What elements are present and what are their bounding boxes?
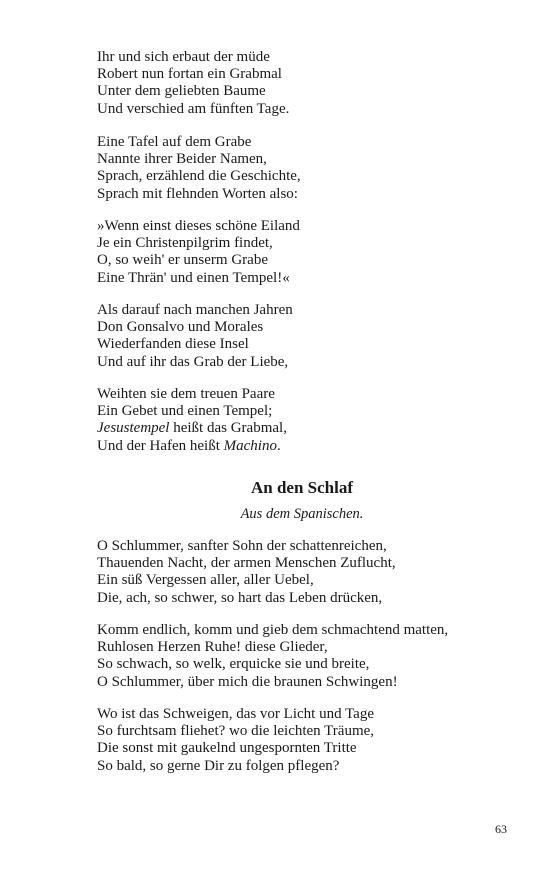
verse-line: Nannte ihrer Beider Namen, — [97, 151, 267, 168]
verse-text: Und der Hafen heißt — [97, 437, 224, 454]
verse-line: Ruhlosen Herzen Ruhe! diese Glieder, — [97, 639, 328, 656]
verse-line: So schwach, so welk, erquicke sie und breite, — [97, 656, 370, 673]
verse-line: »Wenn einst dieses schöne Eiland — [97, 218, 300, 234]
verse-line: Komm endlich, komm und gieb dem schmachtend matten, — [97, 622, 449, 638]
page-number: 63 — [495, 822, 507, 836]
verse-line: So furchtsam fliehet? wo die leichten Träume, — [97, 723, 375, 740]
verse-line: O, so weih' er unserm Grabe — [97, 252, 268, 269]
verse-line: Als darauf nach manchen Jahren — [97, 302, 293, 318]
stanza — [97, 386, 517, 455]
verse-line: Und auf ihr das Grab der Liebe, — [97, 353, 289, 370]
stanza — [97, 706, 517, 775]
verse-line: Unter dem geliebten Baume — [97, 83, 266, 100]
verse-line: Ein Gebet und einen Tempel; — [97, 403, 273, 420]
verse-line: O Schlummer, über mich die braunen Schwingen! — [97, 673, 398, 690]
verse-line: Wiederfanden diese Insel — [97, 336, 249, 353]
poem-subtitle: Aus dem Spanischen. — [240, 506, 364, 522]
stanza — [97, 134, 517, 203]
verse-line: Sprach, erzählend die Geschichte, — [97, 168, 301, 185]
verse-line — [97, 420, 517, 437]
verse-line: Wo ist das Schweigen, das vor Licht und Tage — [97, 706, 374, 722]
verse-text: . — [276, 437, 281, 454]
italic-word: Machino — [223, 437, 277, 454]
verse-line: Und verschied am fünften Tage. — [97, 100, 290, 117]
verse-line: So bald, so gerne Dir zu folgen pflegen? — [97, 757, 340, 774]
verse-line: Eine Tafel auf dem Grabe — [97, 134, 252, 150]
poem-title: An den Schlaf — [250, 478, 354, 497]
stanza — [97, 302, 517, 371]
verse-line — [97, 438, 517, 455]
verse-line: Je ein Christenpilgrim findet, — [97, 235, 273, 252]
verse-line: Ihr und sich erbaut der müde — [97, 49, 270, 65]
verse-line: Sprach mit flehnden Worten also: — [97, 185, 298, 202]
stanza — [97, 218, 517, 287]
verse-text: heißt das Grabmal, — [169, 420, 287, 437]
verse-line: Thauenden Nacht, der armen Menschen Zuflucht, — [97, 555, 396, 572]
verse-line: Die sonst mit gaukelnd ungespornten Tritte — [97, 740, 357, 757]
verse-line: Weihten sie dem treuen Paare — [97, 386, 275, 402]
verse-line: Eine Thrän' und einen Tempel!« — [97, 269, 290, 286]
stanza — [97, 622, 517, 691]
stanza — [97, 538, 517, 607]
verse-line: Die, ach, so schwer, so hart das Leben drücken, — [97, 589, 383, 606]
verse-line: Don Gonsalvo und Morales — [97, 319, 264, 336]
italic-word: Jesustempel — [97, 420, 170, 437]
verse-line: Robert nun fortan ein Grabmal — [97, 66, 282, 83]
stanza — [97, 49, 517, 118]
verse-line: O Schlummer, sanfter Sohn der schattenreichen, — [97, 538, 387, 554]
verse-line: Ein süß Vergessen aller, aller Uebel, — [97, 572, 314, 589]
